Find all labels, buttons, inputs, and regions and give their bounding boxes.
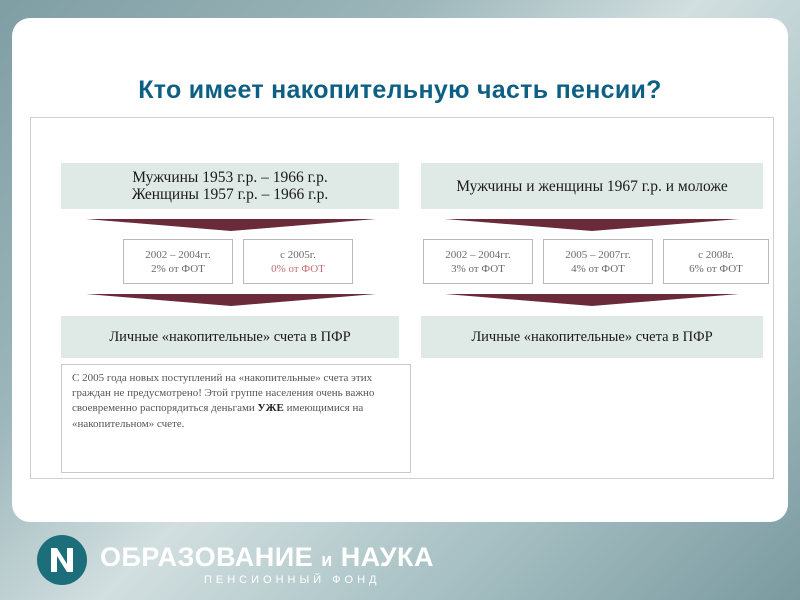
logo-name bbox=[100, 542, 434, 573]
left-header-line2: Женщины 1957 г.р. – 1966 г.р. bbox=[131, 186, 329, 203]
slide-card bbox=[12, 18, 788, 522]
right-arrow-down-icon bbox=[445, 219, 739, 231]
right-header-label: Мужчины и женщины 1967 г.р. и моложе bbox=[456, 177, 728, 195]
right-period-3 bbox=[663, 239, 769, 284]
left-note bbox=[61, 364, 411, 473]
right-period-3-rate: 6% от ФОТ bbox=[689, 262, 743, 275]
logo-subtitle: ПЕНСИОННЫЙ ФОНД bbox=[204, 574, 381, 586]
logo-name-part2: НАУКА bbox=[340, 542, 435, 572]
left-note-text-end: имеющимися на «накопительном» счете. bbox=[72, 402, 364, 430]
right-period-3-years: с 2008г. bbox=[698, 248, 734, 261]
left-accounts bbox=[61, 316, 399, 358]
right-accounts-label: Личные «накопительные» счета в ПФР bbox=[471, 328, 713, 345]
left-arrow-down-icon bbox=[86, 219, 376, 231]
left-note-text: С 2005 года новых поступлений на «накопительные» счета этих граждан не предусмотрено! Этой группе населения очень важно своевременно распорядиться деньгами bbox=[72, 372, 375, 415]
left-period-1-rate: 2% от ФОТ bbox=[151, 262, 205, 275]
right-period-2 bbox=[543, 239, 653, 284]
right-accounts bbox=[421, 316, 763, 358]
right-period-1 bbox=[423, 239, 533, 284]
right-header bbox=[421, 163, 763, 209]
left-period-2-years: с 2005г. bbox=[280, 248, 316, 261]
left-header-line1: Мужчины 1953 г.р. – 1966 г.р. bbox=[132, 169, 328, 186]
pension-diagram bbox=[30, 117, 774, 479]
right-period-1-years: 2002 – 2004гг. bbox=[445, 248, 511, 261]
left-period-1-years: 2002 – 2004гг. bbox=[145, 248, 211, 261]
left-period-1 bbox=[123, 239, 233, 284]
left-header bbox=[61, 163, 399, 209]
right-period-2-years: 2005 – 2007гг. bbox=[565, 248, 631, 261]
right-arrow-down-icon-2 bbox=[445, 294, 739, 306]
left-period-2 bbox=[243, 239, 353, 284]
right-period-1-rate: 3% от ФОТ bbox=[451, 262, 505, 275]
left-period-2-rate: 0% от ФОТ bbox=[271, 262, 325, 275]
left-accounts-label: Личные «накопительные» счета в ПФР bbox=[109, 328, 351, 345]
slide-title: Кто имеет накопительную часть пенсии? bbox=[138, 76, 662, 104]
left-note-emphasis: УЖЕ bbox=[257, 402, 284, 415]
logo-name-part1: ОБРАЗОВАНИЕ bbox=[100, 542, 314, 572]
pension-fund-logo-icon bbox=[36, 534, 88, 586]
right-period-2-rate: 4% от ФОТ bbox=[571, 262, 625, 275]
logo-name-conj: и bbox=[321, 550, 333, 570]
left-arrow-down-icon-2 bbox=[86, 294, 376, 306]
